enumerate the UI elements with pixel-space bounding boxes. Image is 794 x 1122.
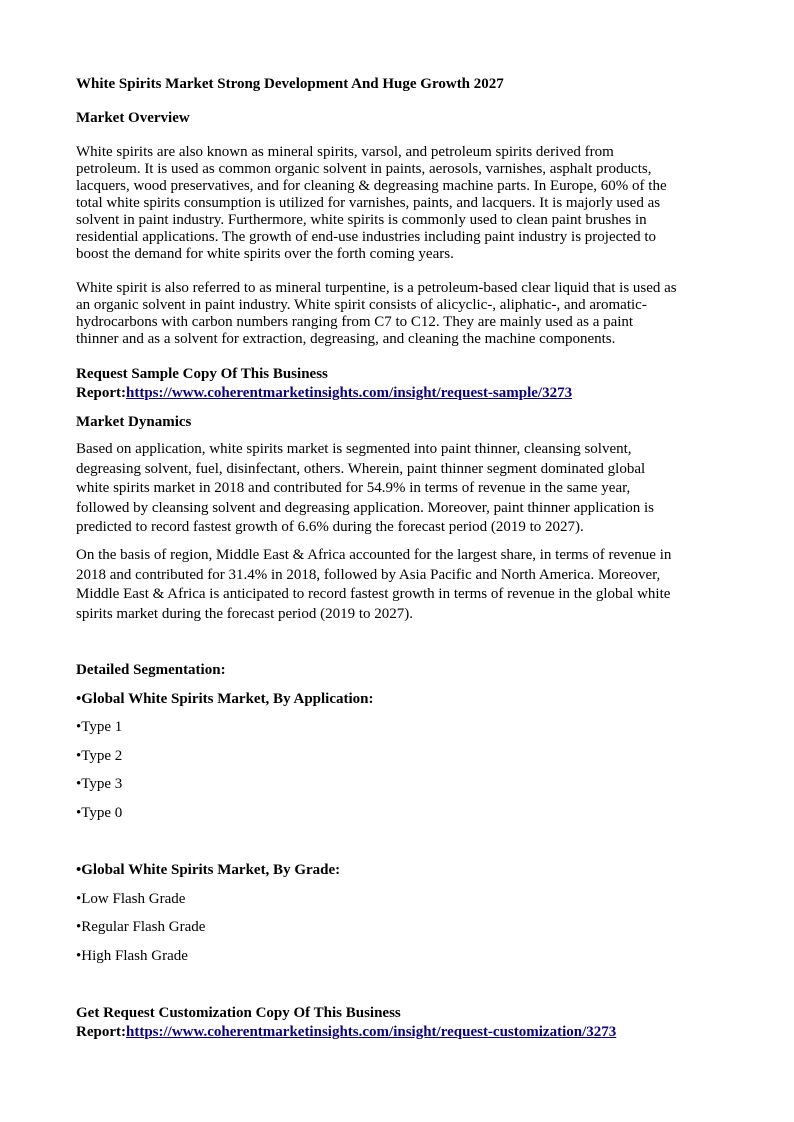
list-item: •Type 3	[76, 776, 123, 793]
customization-request-link[interactable]: https://www.coherentmarketinsights.com/insight/request-customization/3273	[125, 1024, 617, 1041]
application-segment-heading: •Global White Spirits Market, By Application:	[76, 690, 374, 707]
document-page	[76, 76, 718, 1042]
overview-paragraph-1: White spirits are also known as mineral spirits, varsol, and petroleum spirits derived from petroleum. It is used as common organic solvent in paints, aerosols, varnishes, asphalt products, lacquers, wood preservatives, and for cleaning & degreasing machine parts. In Europe, 60% of the total white spirits consumption is utilized for varnishes, paints, and lacquers. It is majorly used as solvent in paint industry. Furthermore, white spirits is commonly used to clean paint brushes in residential applications. The growth of end-use industries including paint industry is projected to boost the demand for white spirits over the forth coming years.	[76, 144, 667, 262]
detailed-segmentation-heading: Detailed Segmentation:	[76, 662, 226, 679]
document-title: White Spirits Market Strong Development And Huge Growth 2027	[76, 76, 504, 92]
dynamics-paragraph-1: Based on application, white spirits market is segmented into paint thinner, cleansing solvent, degreasing solvent, fuel, disinfectant, others. Wherein, paint thinner segment dominated global white spirits market in 2018 and contributed for 54.9% in terms of revenue in the same year, followed by cleansing solvent and degreasing application. Moreover, paint thinner application is predicted to record fastest growth of 6.6% during the forecast period (2019 to 2027).	[76, 441, 654, 536]
dynamics-paragraph-2: On the basis of region, Middle East & Africa accounted for the largest share, in terms of revenue in 2018 and contributed for 31.4% in 2018, followed by Asia Pacific and North America. Moreover, Middle East & Africa is anticipated to record fastest growth in terms of revenue in the global white spirits market during the forecast period (2019 to 2027).	[76, 546, 672, 622]
customization-request-prefix: Report:	[76, 1024, 126, 1041]
sample-request-prefix: Report:	[76, 385, 126, 401]
customization-request	[76, 1004, 718, 1042]
customization-request-label: Get Request Customization Copy Of This Business	[76, 1005, 401, 1022]
overview-paragraph-2: White spirit is also referred to as mineral turpentine, is a petroleum-based clear liquid that is used as an organic solvent in paint industry. White spirit consists of alicyclic-, aliphatic-, and aromatic- hydrocarbons with carbon numbers ranging from C7 to C12. They are mainly used as a paint thinner and as a solvent for extraction, degreasing, and cleaning the machine components.	[76, 280, 677, 347]
list-item: •Type 1	[76, 719, 123, 736]
list-item: •High Flash Grade	[76, 947, 188, 964]
list-item: •Regular Flash Grade	[76, 919, 206, 936]
grade-segment-heading: •Global White Spirits Market, By Grade:	[76, 862, 341, 879]
sample-request-link[interactable]: https://www.coherentmarketinsights.com/insight/request-sample/3273	[125, 385, 573, 401]
market-dynamics-heading: Market Dynamics	[76, 414, 192, 430]
list-item: •Type 2	[76, 747, 123, 764]
sample-request	[76, 365, 718, 403]
list-item: •Low Flash Grade	[76, 890, 186, 907]
sample-request-label: Request Sample Copy Of This Business	[76, 366, 328, 382]
list-item: •Type 0	[76, 804, 123, 821]
market-overview-heading: Market Overview	[76, 110, 190, 126]
